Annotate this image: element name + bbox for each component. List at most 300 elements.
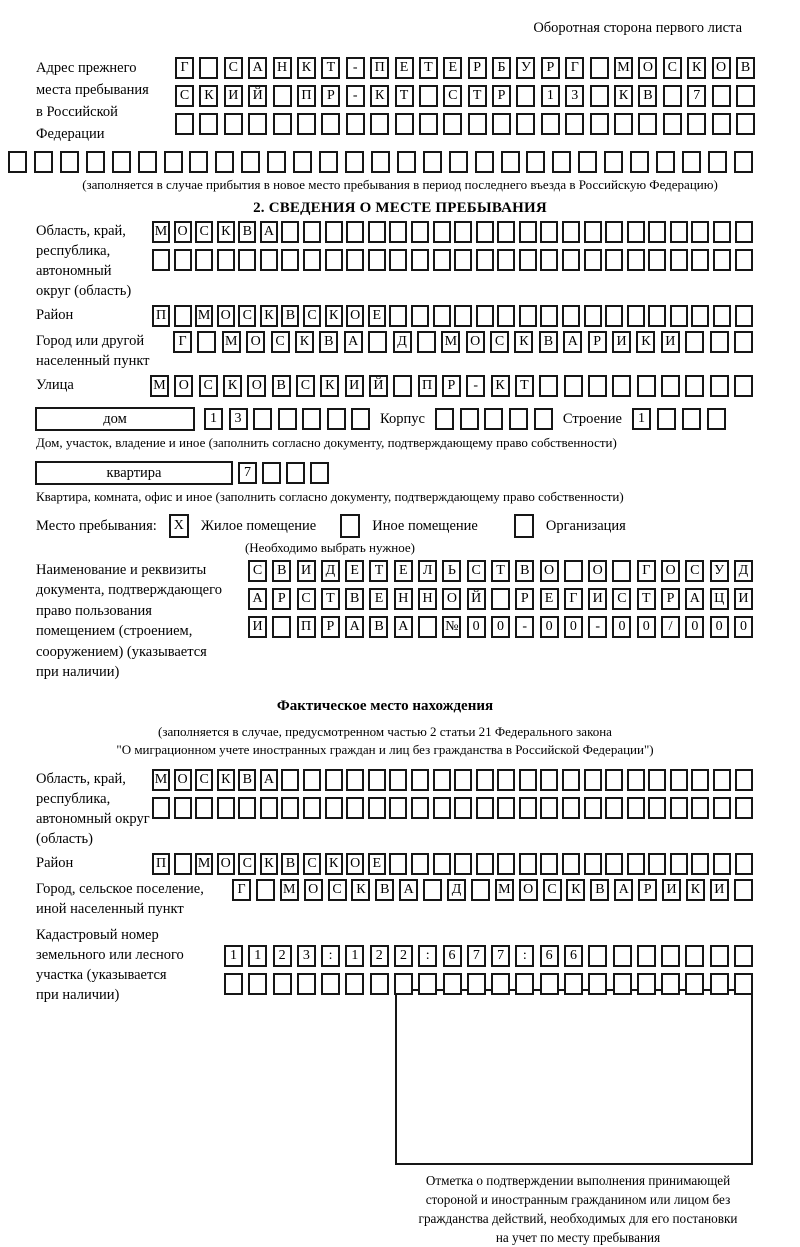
char-cell[interactable] <box>267 151 286 173</box>
char-cell[interactable] <box>562 305 580 327</box>
char-cell[interactable]: 7 <box>238 462 257 484</box>
char-cell[interactable] <box>564 560 583 582</box>
char-cell[interactable]: А <box>248 588 267 610</box>
char-cell[interactable] <box>433 769 451 791</box>
char-cell[interactable] <box>476 305 494 327</box>
char-cell[interactable] <box>454 305 472 327</box>
char-cell[interactable]: И <box>297 560 316 582</box>
char-cell[interactable]: 1 <box>204 408 223 430</box>
char-cell[interactable]: К <box>217 221 235 243</box>
char-cell[interactable]: О <box>174 375 193 397</box>
char-cell[interactable] <box>584 305 602 327</box>
char-cell[interactable] <box>475 151 494 173</box>
char-cell[interactable] <box>661 945 680 967</box>
char-cell[interactable]: № <box>442 616 461 638</box>
char-cell[interactable]: 2 <box>273 945 292 967</box>
char-cell[interactable] <box>443 113 462 135</box>
char-cell[interactable] <box>497 249 515 271</box>
char-cell[interactable] <box>417 331 436 353</box>
char-cell[interactable]: П <box>370 57 389 79</box>
char-cell[interactable] <box>501 151 520 173</box>
char-cell[interactable] <box>303 797 321 819</box>
char-cell[interactable]: О <box>346 853 364 875</box>
char-cell[interactable]: 1 <box>345 945 364 967</box>
char-cell[interactable]: С <box>199 375 218 397</box>
char-cell[interactable]: С <box>271 331 290 353</box>
char-cell[interactable]: О <box>246 331 265 353</box>
char-cell[interactable] <box>562 769 580 791</box>
char-cell[interactable] <box>286 462 305 484</box>
char-cell[interactable] <box>281 221 299 243</box>
char-cell[interactable] <box>303 221 321 243</box>
char-cell[interactable]: Г <box>565 57 584 79</box>
char-cell[interactable] <box>371 151 390 173</box>
char-cell[interactable]: Р <box>468 57 487 79</box>
char-cell[interactable] <box>60 151 79 173</box>
char-cell[interactable] <box>443 973 462 995</box>
char-cell[interactable] <box>637 375 656 397</box>
char-cell[interactable] <box>303 769 321 791</box>
char-cell[interactable] <box>605 797 623 819</box>
char-cell[interactable] <box>735 249 753 271</box>
char-cell[interactable]: 0 <box>710 616 729 638</box>
char-cell[interactable]: А <box>399 879 418 901</box>
char-cell[interactable]: С <box>195 221 213 243</box>
char-cell[interactable]: М <box>195 853 213 875</box>
char-cell[interactable] <box>691 221 709 243</box>
char-cell[interactable] <box>467 973 486 995</box>
char-cell[interactable]: Т <box>321 588 340 610</box>
char-cell[interactable]: М <box>441 331 460 353</box>
char-cell[interactable]: В <box>281 305 299 327</box>
char-cell[interactable]: Р <box>321 616 340 638</box>
char-cell[interactable]: Е <box>368 305 386 327</box>
char-cell[interactable] <box>393 375 412 397</box>
char-cell[interactable] <box>670 769 688 791</box>
char-cell[interactable] <box>411 769 429 791</box>
char-cell[interactable] <box>588 973 607 995</box>
char-cell[interactable] <box>713 769 731 791</box>
char-cell[interactable]: М <box>222 331 241 353</box>
char-cell[interactable]: К <box>687 57 706 79</box>
char-cell[interactable] <box>476 249 494 271</box>
char-cell[interactable]: Н <box>273 57 292 79</box>
char-cell[interactable] <box>189 151 208 173</box>
char-cell[interactable] <box>712 113 731 135</box>
char-cell[interactable] <box>346 113 365 135</box>
char-cell[interactable]: Г <box>232 879 251 901</box>
char-cell[interactable] <box>433 249 451 271</box>
char-cell[interactable] <box>630 151 649 173</box>
char-cell[interactable] <box>389 797 407 819</box>
char-cell[interactable] <box>710 945 729 967</box>
char-cell[interactable] <box>540 853 558 875</box>
char-cell[interactable] <box>346 249 364 271</box>
char-cell[interactable]: П <box>418 375 437 397</box>
char-cell[interactable] <box>713 853 731 875</box>
char-cell[interactable]: А <box>394 616 413 638</box>
char-cell[interactable] <box>423 151 442 173</box>
char-cell[interactable] <box>199 113 218 135</box>
char-cell[interactable] <box>112 151 131 173</box>
char-cell[interactable]: 0 <box>734 616 753 638</box>
char-cell[interactable] <box>685 973 704 995</box>
char-cell[interactable]: 0 <box>564 616 583 638</box>
char-cell[interactable] <box>433 305 451 327</box>
char-cell[interactable] <box>670 797 688 819</box>
char-cell[interactable] <box>174 853 192 875</box>
char-cell[interactable] <box>368 797 386 819</box>
char-cell[interactable]: 7 <box>491 945 510 967</box>
char-cell[interactable]: О <box>638 57 657 79</box>
char-cell[interactable]: Е <box>345 560 364 582</box>
char-cell[interactable] <box>195 797 213 819</box>
char-cell[interactable] <box>471 879 490 901</box>
char-cell[interactable] <box>613 973 632 995</box>
char-cell[interactable] <box>691 249 709 271</box>
char-cell[interactable] <box>217 797 235 819</box>
char-cell[interactable]: К <box>370 85 389 107</box>
char-cell[interactable] <box>516 113 535 135</box>
char-cell[interactable] <box>368 249 386 271</box>
char-cell[interactable] <box>710 331 729 353</box>
char-cell[interactable] <box>612 375 631 397</box>
char-cell[interactable] <box>661 973 680 995</box>
char-cell[interactable]: Н <box>418 588 437 610</box>
char-cell[interactable] <box>627 769 645 791</box>
char-cell[interactable] <box>734 973 753 995</box>
char-cell[interactable]: О <box>466 331 485 353</box>
char-cell[interactable] <box>346 769 364 791</box>
char-cell[interactable]: М <box>614 57 633 79</box>
char-cell[interactable] <box>389 221 407 243</box>
char-cell[interactable] <box>713 305 731 327</box>
char-cell[interactable] <box>670 221 688 243</box>
char-cell[interactable] <box>691 797 709 819</box>
char-cell[interactable]: С <box>303 305 321 327</box>
char-cell[interactable] <box>433 221 451 243</box>
char-cell[interactable] <box>605 853 623 875</box>
char-cell[interactable] <box>389 769 407 791</box>
char-cell[interactable] <box>734 945 753 967</box>
char-cell[interactable] <box>648 853 666 875</box>
char-cell[interactable] <box>411 797 429 819</box>
char-cell[interactable] <box>370 973 389 995</box>
char-cell[interactable] <box>476 769 494 791</box>
char-cell[interactable] <box>685 945 704 967</box>
char-cell[interactable]: Д <box>393 331 412 353</box>
char-cell[interactable]: Т <box>468 85 487 107</box>
char-cell[interactable] <box>303 249 321 271</box>
char-cell[interactable]: В <box>590 879 609 901</box>
char-cell[interactable]: Р <box>321 85 340 107</box>
char-cell[interactable] <box>648 221 666 243</box>
char-cell[interactable]: К <box>614 85 633 107</box>
char-cell[interactable] <box>540 797 558 819</box>
char-cell[interactable] <box>713 249 731 271</box>
checkbox-other-premises[interactable] <box>340 514 360 538</box>
char-cell[interactable]: О <box>588 560 607 582</box>
char-cell[interactable]: Л <box>418 560 437 582</box>
char-cell[interactable] <box>310 462 329 484</box>
char-cell[interactable] <box>735 221 753 243</box>
char-cell[interactable]: В <box>375 879 394 901</box>
char-cell[interactable]: А <box>685 588 704 610</box>
char-cell[interactable]: Е <box>369 588 388 610</box>
char-cell[interactable] <box>325 769 343 791</box>
char-cell[interactable]: О <box>346 305 364 327</box>
char-cell[interactable] <box>370 113 389 135</box>
char-cell[interactable] <box>614 113 633 135</box>
char-cell[interactable]: 1 <box>541 85 560 107</box>
char-cell[interactable]: У <box>710 560 729 582</box>
char-cell[interactable] <box>297 973 316 995</box>
char-cell[interactable] <box>454 769 472 791</box>
char-cell[interactable]: 7 <box>467 945 486 967</box>
char-cell[interactable] <box>272 616 291 638</box>
char-cell[interactable]: 2 <box>394 945 413 967</box>
char-cell[interactable]: С <box>328 879 347 901</box>
char-cell[interactable] <box>278 408 297 430</box>
char-cell[interactable] <box>734 879 753 901</box>
char-cell[interactable]: В <box>345 588 364 610</box>
char-cell[interactable]: О <box>217 853 235 875</box>
char-cell[interactable]: П <box>152 853 170 875</box>
char-cell[interactable] <box>476 797 494 819</box>
char-cell[interactable]: С <box>238 853 256 875</box>
char-cell[interactable] <box>484 408 503 430</box>
char-cell[interactable]: 7 <box>687 85 706 107</box>
char-cell[interactable] <box>224 973 243 995</box>
char-cell[interactable] <box>497 853 515 875</box>
char-cell[interactable] <box>468 113 487 135</box>
char-cell[interactable] <box>605 221 623 243</box>
char-cell[interactable] <box>419 113 438 135</box>
char-cell[interactable] <box>584 769 602 791</box>
char-cell[interactable] <box>395 113 414 135</box>
char-cell[interactable] <box>712 85 731 107</box>
char-cell[interactable]: Н <box>394 588 413 610</box>
char-cell[interactable]: С <box>490 331 509 353</box>
char-cell[interactable] <box>138 151 157 173</box>
char-cell[interactable]: В <box>272 560 291 582</box>
char-cell[interactable]: О <box>174 221 192 243</box>
char-cell[interactable]: Е <box>540 588 559 610</box>
char-cell[interactable] <box>656 151 675 173</box>
char-cell[interactable]: 6 <box>443 945 462 967</box>
char-cell[interactable] <box>670 305 688 327</box>
char-cell[interactable] <box>540 973 559 995</box>
char-cell[interactable] <box>423 879 442 901</box>
char-cell[interactable] <box>368 221 386 243</box>
char-cell[interactable] <box>260 797 278 819</box>
char-cell[interactable]: Т <box>419 57 438 79</box>
char-cell[interactable]: Д <box>447 879 466 901</box>
char-cell[interactable] <box>584 853 602 875</box>
char-cell[interactable] <box>534 408 553 430</box>
char-cell[interactable] <box>238 249 256 271</box>
char-cell[interactable] <box>433 853 451 875</box>
char-cell[interactable] <box>281 249 299 271</box>
char-cell[interactable] <box>293 151 312 173</box>
char-cell[interactable] <box>708 151 727 173</box>
char-cell[interactable] <box>411 853 429 875</box>
char-cell[interactable] <box>735 305 753 327</box>
char-cell[interactable]: 0 <box>540 616 559 638</box>
char-cell[interactable] <box>682 408 701 430</box>
char-cell[interactable] <box>519 769 537 791</box>
char-cell[interactable] <box>648 797 666 819</box>
char-cell[interactable]: В <box>281 853 299 875</box>
char-cell[interactable]: Й <box>248 85 267 107</box>
char-cell[interactable] <box>562 853 580 875</box>
char-cell[interactable] <box>663 113 682 135</box>
char-cell[interactable]: Т <box>321 57 340 79</box>
char-cell[interactable] <box>604 151 623 173</box>
char-cell[interactable] <box>519 797 537 819</box>
char-cell[interactable] <box>273 973 292 995</box>
char-cell[interactable] <box>321 113 340 135</box>
char-cell[interactable]: О <box>661 560 680 582</box>
char-cell[interactable] <box>565 113 584 135</box>
char-cell[interactable] <box>590 113 609 135</box>
char-cell[interactable]: К <box>295 331 314 353</box>
char-cell[interactable] <box>345 973 364 995</box>
char-cell[interactable] <box>389 249 407 271</box>
char-cell[interactable] <box>519 221 537 243</box>
char-cell[interactable]: Р <box>661 588 680 610</box>
char-cell[interactable] <box>691 305 709 327</box>
char-cell[interactable] <box>691 769 709 791</box>
char-cell[interactable] <box>346 221 364 243</box>
checkbox-residential[interactable]: X <box>169 514 189 538</box>
char-cell[interactable]: 0 <box>637 616 656 638</box>
char-cell[interactable] <box>638 113 657 135</box>
char-cell[interactable]: Ь <box>442 560 461 582</box>
char-cell[interactable] <box>389 853 407 875</box>
char-cell[interactable]: А <box>345 616 364 638</box>
char-cell[interactable]: О <box>519 879 538 901</box>
char-cell[interactable] <box>627 797 645 819</box>
char-cell[interactable] <box>199 57 218 79</box>
char-cell[interactable]: И <box>224 85 243 107</box>
char-cell[interactable]: К <box>297 57 316 79</box>
char-cell[interactable] <box>217 249 235 271</box>
char-cell[interactable] <box>648 249 666 271</box>
char-cell[interactable] <box>248 113 267 135</box>
char-cell[interactable]: К <box>217 769 235 791</box>
char-cell[interactable]: Б <box>492 57 511 79</box>
char-cell[interactable]: К <box>325 305 343 327</box>
char-cell[interactable]: В <box>238 221 256 243</box>
char-cell[interactable]: Р <box>515 588 534 610</box>
char-cell[interactable] <box>584 249 602 271</box>
char-cell[interactable] <box>605 305 623 327</box>
char-cell[interactable] <box>735 769 753 791</box>
char-cell[interactable] <box>152 249 170 271</box>
char-cell[interactable]: 3 <box>565 85 584 107</box>
char-cell[interactable] <box>435 408 454 430</box>
char-cell[interactable] <box>497 797 515 819</box>
char-cell[interactable] <box>682 151 701 173</box>
char-cell[interactable] <box>613 945 632 967</box>
char-cell[interactable] <box>411 249 429 271</box>
char-cell[interactable] <box>734 375 753 397</box>
char-cell[interactable] <box>476 221 494 243</box>
char-cell[interactable]: Р <box>541 57 560 79</box>
char-cell[interactable] <box>637 973 656 995</box>
char-cell[interactable] <box>321 973 340 995</box>
char-cell[interactable]: : <box>321 945 340 967</box>
char-cell[interactable]: Р <box>492 85 511 107</box>
char-cell[interactable]: А <box>248 57 267 79</box>
char-cell[interactable] <box>419 85 438 107</box>
char-cell[interactable]: Т <box>369 560 388 582</box>
char-cell[interactable]: С <box>612 588 631 610</box>
char-cell[interactable]: И <box>710 879 729 901</box>
char-cell[interactable]: - <box>466 375 485 397</box>
char-cell[interactable] <box>707 408 726 430</box>
char-cell[interactable]: С <box>224 57 243 79</box>
char-cell[interactable] <box>562 221 580 243</box>
char-cell[interactable] <box>497 305 515 327</box>
char-cell[interactable] <box>497 769 515 791</box>
char-cell[interactable]: Р <box>638 879 657 901</box>
char-cell[interactable] <box>197 331 216 353</box>
char-cell[interactable]: О <box>442 588 461 610</box>
char-cell[interactable] <box>273 113 292 135</box>
char-cell[interactable]: Т <box>395 85 414 107</box>
char-cell[interactable] <box>588 945 607 967</box>
char-cell[interactable] <box>648 305 666 327</box>
char-cell[interactable] <box>175 113 194 135</box>
char-cell[interactable] <box>454 221 472 243</box>
char-cell[interactable]: М <box>280 879 299 901</box>
char-cell[interactable]: С <box>467 560 486 582</box>
char-cell[interactable]: О <box>174 769 192 791</box>
checkbox-organization[interactable] <box>514 514 534 538</box>
char-cell[interactable]: : <box>515 945 534 967</box>
char-cell[interactable]: Е <box>443 57 462 79</box>
char-cell[interactable] <box>281 797 299 819</box>
char-cell[interactable]: П <box>297 85 316 107</box>
char-cell[interactable]: К <box>351 879 370 901</box>
char-cell[interactable] <box>735 797 753 819</box>
char-cell[interactable] <box>734 331 753 353</box>
char-cell[interactable]: - <box>346 85 365 107</box>
char-cell[interactable] <box>491 588 510 610</box>
char-cell[interactable] <box>552 151 571 173</box>
char-cell[interactable] <box>241 151 260 173</box>
char-cell[interactable] <box>687 113 706 135</box>
char-cell[interactable]: П <box>152 305 170 327</box>
char-cell[interactable] <box>302 408 321 430</box>
char-cell[interactable] <box>325 221 343 243</box>
char-cell[interactable]: М <box>150 375 169 397</box>
char-cell[interactable] <box>476 853 494 875</box>
char-cell[interactable] <box>685 331 704 353</box>
char-cell[interactable] <box>273 85 292 107</box>
char-cell[interactable]: 1 <box>632 408 651 430</box>
char-cell[interactable] <box>710 973 729 995</box>
char-cell[interactable]: К <box>566 879 585 901</box>
char-cell[interactable] <box>713 221 731 243</box>
char-cell[interactable] <box>509 408 528 430</box>
char-cell[interactable] <box>657 408 676 430</box>
char-cell[interactable]: В <box>638 85 657 107</box>
char-cell[interactable] <box>256 879 275 901</box>
char-cell[interactable]: 0 <box>612 616 631 638</box>
